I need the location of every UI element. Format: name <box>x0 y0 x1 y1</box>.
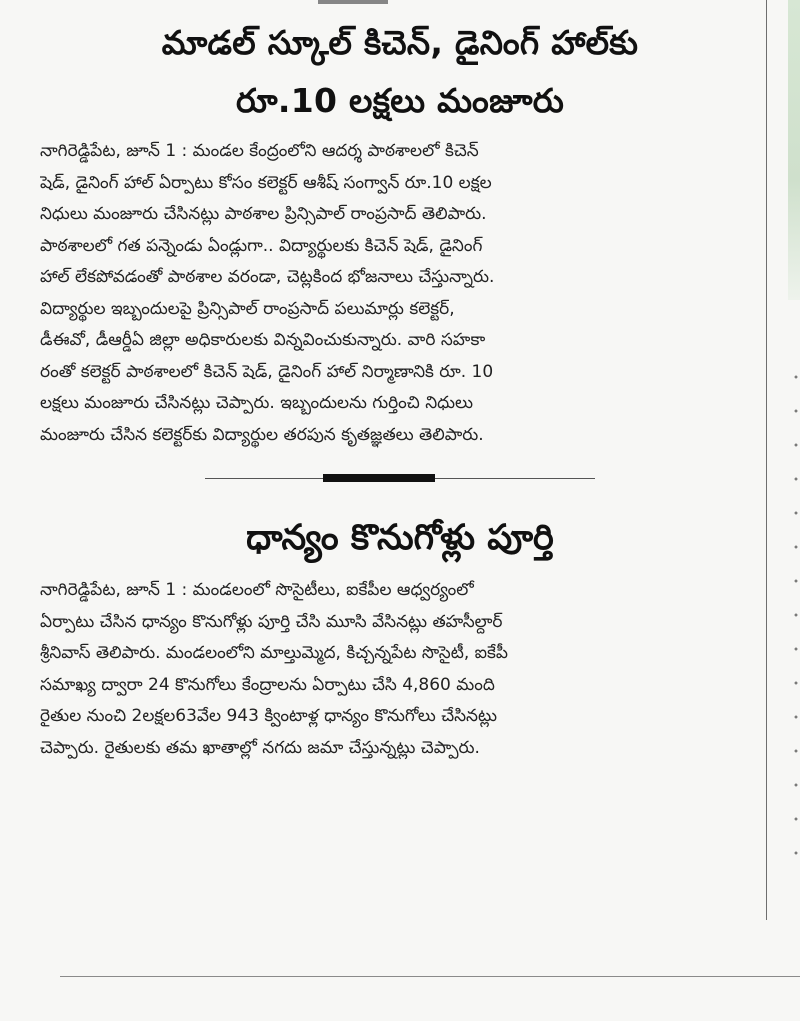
body-line: చెప్పారు. రైతులకు తమ ఖాతాల్లో నగదు జమా చేస్తున్నట్లు చెప్పారు. <box>40 737 480 758</box>
article-headline <box>40 14 760 130</box>
bottom-rule <box>60 976 800 977</box>
body-line: మంజూరు చేసిన కలెక్టర్‌కు విద్యార్థుల తరపున కృతజ్ఞతలు తెలిపారు. <box>40 424 484 445</box>
headline-line: మాడల్ స్కూల్ కిచెన్, డైనింగ్ హాల్‌కు <box>161 23 639 62</box>
article-model-school <box>40 14 760 451</box>
body-line: శ్రీనివాస్ తెలిపారు. మండలంలోని మాల్తుమ్మెద, కిచ్చన్నపేట సొసైటీ, ఐకేపీ <box>40 643 508 663</box>
body-line: డీఈవో, డీఆర్డీఏ జిల్లా అధికారులకు విన్నవించుకున్నారు. వారి సహకా <box>40 330 486 350</box>
top-rule-fragment <box>318 0 388 4</box>
body-line: లక్షలు మంజూరు చేసినట్లు చెప్పారు. ఇబ్బందులను గుర్తించి నిధులు <box>40 393 473 413</box>
body-line: హాల్ లేకపోవడంతో పాఠశాల వరండా, చెట్లకింద భోజనాలు చేస్తున్నారు. <box>40 267 495 287</box>
body-line: నాగిరెడ్డిపేట, జూన్ 1 : మండల కేంద్రంలోని ఆదర్శ పాఠశాలలో కిచెన్ <box>40 141 479 161</box>
body-line: రైతుల నుంచి 2లక్షల63వేల 943 క్వింటాళ్ల ధాన్యం కొనుగోలు చేసినట్లు <box>40 706 498 726</box>
adjacent-column-text-edge <box>792 360 800 880</box>
article-headline: ధాన్యం కొనుగోళ్లు పూర్తి <box>246 518 554 558</box>
body-line: రంతో కలెక్టర్ పాఠశాలలో కిచెన్ షెడ్, డైనింగ్ హాల్ నిర్మాణానికి రూ. 10 <box>40 361 494 382</box>
article-body <box>40 575 760 764</box>
body-line: సమాఖ్య ద్వారా 24 కొనుగోలు కేంద్రాలను ఏర్పాటు చేసి 4,860 మంది <box>40 674 495 695</box>
body-line: నాగిరెడ్డిపేట, జూన్ 1 : మండలంలో సొసైటీలు, ఐకేపీల ఆధ్వర్యంలో <box>40 580 474 600</box>
article-grain-procurement <box>40 507 760 764</box>
article-body <box>40 136 760 451</box>
news-column <box>40 14 760 764</box>
body-line: ఏర్పాటు చేసిన ధాన్యం కొనుగోళ్లు పూర్తి చేసి మూసి వేసినట్లు తహసీల్దార్ <box>40 611 503 632</box>
body-line: పాఠశాలలో గత పన్నెండు ఏండ్లుగా.. విద్యార్థులకు కిచెన్ షెడ్, డైనింగ్ <box>40 235 483 256</box>
body-line: నిధులు మంజూరు చేసినట్లు పాఠశాల ప్రిన్సిపాల్ రాంప్రసాద్ తెలిపారు. <box>40 204 487 224</box>
body-line: షెడ్, డైనింగ్ హాల్ ఏర్పాటు కోసం కలెక్టర్ ఆశీష్ సంగ్వాన్ రూ.10 లక్షల <box>40 172 492 193</box>
body-line: విద్యార్థుల ఇబ్బందులపై ప్రిన్సిపాల్ రాంప్రసాద్ పలుమార్లు కలెక్టర్, <box>40 298 455 319</box>
article-separator <box>40 451 760 507</box>
separator-thick-bar <box>323 474 435 482</box>
headline-line: రూ.10 లక్షలు మంజూరు <box>235 81 565 120</box>
adjacent-image-edge <box>788 0 800 300</box>
column-divider <box>766 0 767 920</box>
